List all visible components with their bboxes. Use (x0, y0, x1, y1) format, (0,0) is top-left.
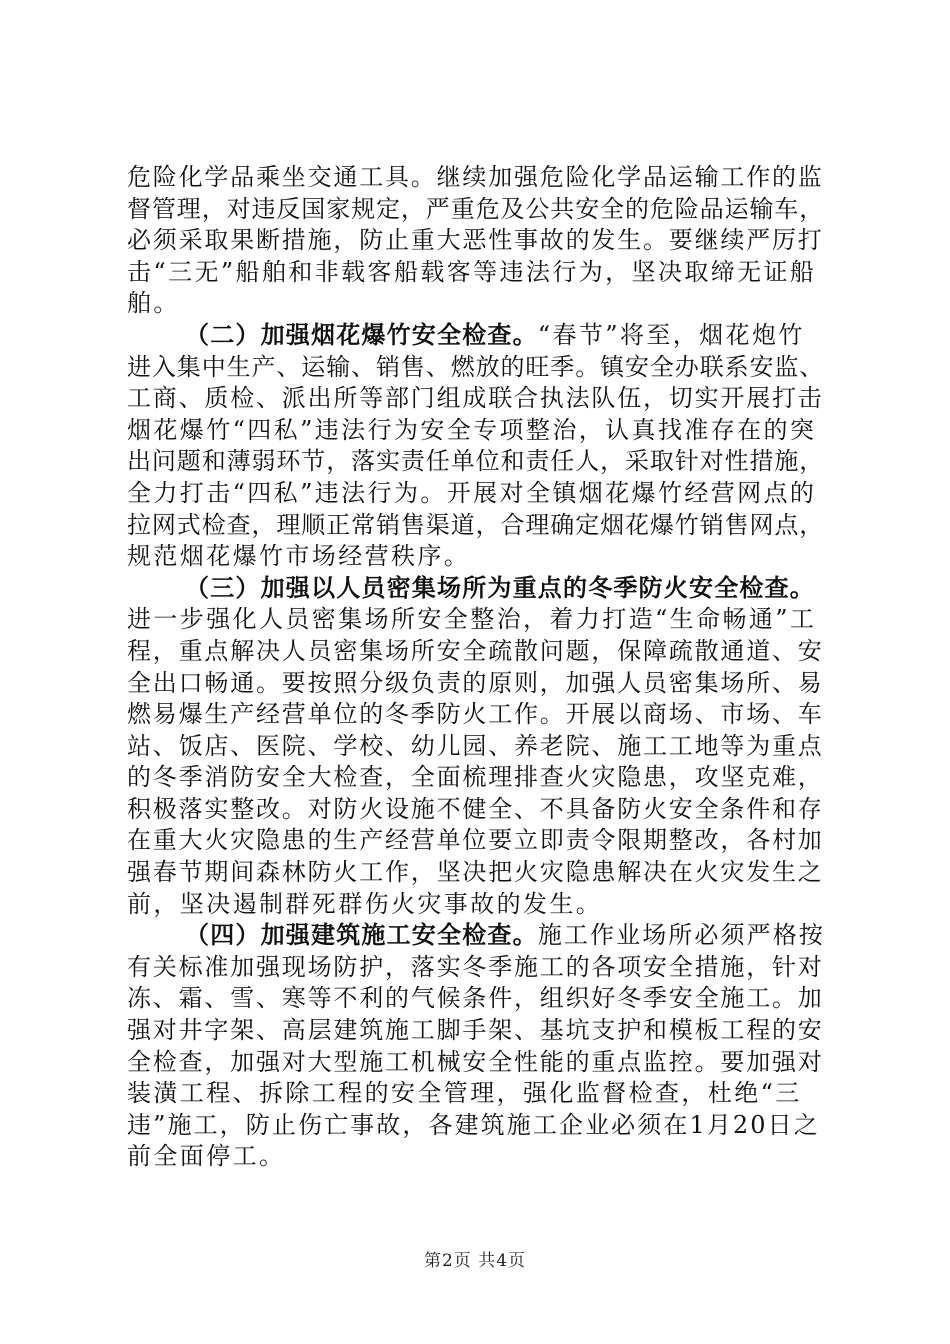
body-text-line (127, 889, 827, 921)
body-text-line (127, 604, 827, 636)
body-text-line (127, 762, 827, 794)
line-text: 危险化学品乘坐交通工具。继续加强危险化学品运输工作的监 (127, 163, 824, 191)
body-text-line (127, 1047, 827, 1079)
body-text-line (127, 415, 827, 447)
paragraph-heading-line (127, 573, 827, 605)
line-text: 冻、霜、雪、寒等不利的气候条件，组织好冬季安全施工。加 (127, 984, 824, 1013)
body-text-line (127, 731, 827, 763)
line-text: 进入集中生产、运输、销售、燃放的旺季。镇安全办联系安监、 (127, 352, 825, 381)
body-text-line (127, 510, 827, 542)
body-text-line (127, 983, 827, 1015)
line-text: 工商、质检、派出所等部门组成联合执法队伍，切实开展打击 (127, 384, 824, 413)
line-text: 积极落实整改。对防火设施不健全、不具备防火安全条件和存 (127, 794, 824, 823)
body-text-line (127, 1078, 827, 1110)
line-text: 烟花爆竹“四私”违法行为安全专项整治，认真找准存在的突 (127, 415, 817, 444)
line-text: 督管理，对违反国家规定，严重危及公共安全的危险品运输车， (127, 194, 825, 223)
line-text: 全出口畅通。要按照分级负责的原则，加强人员密集场所、易 (127, 668, 824, 697)
body-text-line (127, 1015, 827, 1047)
body-text-line (127, 825, 827, 857)
body-text-line (127, 162, 827, 194)
body-text-line (127, 257, 827, 289)
paragraph-heading-line (127, 920, 827, 952)
body-text-line (127, 857, 827, 889)
body-text-line (127, 1110, 827, 1142)
line-text: 装潢工程、拆除工程的安全管理，强化监督检查，杜绝“三 (127, 1079, 802, 1108)
line-text: 燃易爆生产经营单位的冬季防火工作。开展以商场、市场、车 (127, 700, 824, 729)
heading-trailing-text: “春节”将至，烟花炮竹 (537, 320, 805, 349)
line-text: 进一步强化人员密集场所安全整治，着力打造“生命畅通”工 (127, 605, 817, 634)
body-text-line (127, 636, 827, 668)
line-text: 强春节期间森林防火工作，坚决把火灾隐患解决在火灾发生之 (127, 858, 824, 887)
line-text: 有关标准加强现场防护，落实冬季施工的各项安全措施，针对 (127, 952, 824, 981)
line-text: 前，坚决遏制群死群伤火灾事故的发生。 (127, 889, 603, 918)
heading-trailing-text: 施工作业场所必须严格按 (537, 921, 825, 950)
line-text: 站、饭店、医院、学校、幼儿园、养老院、施工工地等为重点 (127, 731, 824, 760)
body-text-line (127, 668, 827, 700)
line-text: 击“三无”船舶和非载客船载客等违法行为，坚决取缔无证船 (127, 257, 817, 286)
body-text-line (127, 794, 827, 826)
paragraph-heading-line (127, 320, 827, 352)
page-footer: 第2页 共4页 (423, 1251, 527, 1271)
line-text: 前全面停工。 (127, 1142, 286, 1171)
body-text-line (127, 952, 827, 984)
line-text: 违”施工，防止伤亡事故，各建筑施工企业必须在1月20日之 (127, 1110, 820, 1139)
line-text: 拉网式检查，理顺正常销售渠道，合理确定烟花爆竹销售网点， (127, 510, 825, 539)
line-text: 舶。 (127, 289, 180, 318)
body-text-line (127, 1141, 827, 1173)
line-text: 强对井字架、高层建筑施工脚手架、基坑支护和模板工程的安 (127, 1016, 824, 1045)
line-text: 的冬季消防安全大检查，全面梳理排查火灾隐患，攻坚克难， (127, 763, 824, 792)
body-text-line (127, 446, 827, 478)
line-text: 全检查，加强对大型施工机械安全性能的重点监控。要加强对 (127, 1047, 824, 1076)
line-text: 全力打击“四私”违法行为。开展对全镇烟花爆竹经营网点的 (127, 478, 817, 507)
body-text-line (127, 194, 827, 226)
body-text-line (127, 288, 827, 320)
line-text: 必须采取果断措施，防止重大恶性事故的发生。要继续严厉打 (127, 226, 824, 255)
section-heading: （四）加强建筑施工安全检查。 (185, 921, 538, 950)
body-text-line (127, 383, 827, 415)
body-text-line (127, 225, 827, 257)
line-text: 程，重点解决人员密集场所安全疏散问题，保障疏散通道、安 (127, 636, 824, 665)
section-heading: （二）加强烟花爆竹安全检查。 (185, 320, 538, 349)
body-text-line (127, 352, 827, 384)
line-text: 在重大火灾隐患的生产经营单位要立即责令限期整改，各村加 (127, 826, 824, 855)
body-text-line (127, 478, 827, 510)
line-text: 出问题和薄弱环节，落实责任单位和责任人，采取针对性措施， (127, 447, 825, 476)
body-text-line (127, 541, 827, 573)
document-body (127, 162, 827, 1173)
body-text-line (127, 699, 827, 731)
section-heading: （三）加强以人员密集场所为重点的冬季防火安全检查。 (185, 573, 815, 602)
line-text: 规范烟花爆竹市场经营秩序。 (127, 542, 471, 571)
